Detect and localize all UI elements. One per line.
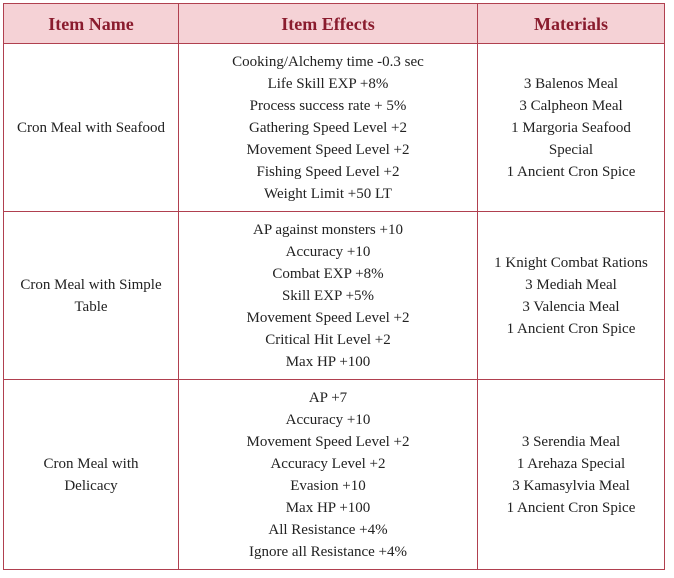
table-row [4, 44, 665, 212]
table-row [4, 212, 665, 380]
item-name-line: Cron Meal with Simple [20, 276, 162, 293]
cron-meal-table [3, 3, 665, 570]
effect-line: Skill EXP +5% [281, 287, 375, 304]
item-name-cell [4, 380, 179, 570]
material-line: Special [548, 141, 594, 158]
materials-cell [478, 212, 665, 380]
effect-line: Ignore all Resistance +4% [249, 543, 407, 560]
item-name-line: Cron Meal with Seafood [17, 119, 165, 136]
material-line: 3 Calpheon Meal [519, 97, 623, 114]
effect-line: Fishing Speed Level +2 [256, 163, 400, 180]
effect-line: Max HP +100 [285, 499, 371, 516]
effect-line: Movement Speed Level +2 [246, 141, 410, 158]
effect-line: Max HP +100 [285, 353, 371, 370]
item-name-cell [4, 212, 179, 380]
table-container [3, 3, 665, 570]
item-effects-cell [179, 44, 478, 212]
effect-line: Combat EXP +8% [272, 265, 384, 282]
effect-line: AP against monsters +10 [253, 221, 403, 238]
material-line: 3 Mediah Meal [525, 276, 617, 293]
material-line: 1 Ancient Cron Spice [506, 499, 636, 516]
material-line: 3 Serendia Meal [521, 433, 621, 450]
effect-line: Cooking/Alchemy time -0.3 sec [232, 53, 424, 70]
material-line: 1 Knight Combat Rations [494, 254, 648, 271]
effect-line: AP +7 [308, 389, 348, 406]
effect-line: Evasion +10 [290, 477, 366, 494]
table-row [4, 380, 665, 570]
item-name-line: Delicacy [64, 477, 118, 494]
effect-line: Movement Speed Level +2 [246, 309, 410, 326]
effect-line: All Resistance +4% [268, 521, 388, 538]
effect-line: Accuracy Level +2 [270, 455, 386, 472]
header-item-name: Item Name [4, 4, 179, 44]
effect-line: Gathering Speed Level +2 [249, 119, 407, 136]
item-name-line: Table [74, 298, 108, 315]
material-line: 1 Ancient Cron Spice [506, 320, 636, 337]
material-line: 1 Arehaza Special [516, 455, 626, 472]
material-line: 3 Valencia Meal [522, 298, 620, 315]
item-effects-cell [179, 212, 478, 380]
effect-line: Accuracy +10 [285, 411, 371, 428]
header-row [4, 4, 665, 44]
effect-line: Movement Speed Level +2 [246, 433, 410, 450]
effect-line: Critical Hit Level +2 [265, 331, 391, 348]
effect-line: Life Skill EXP +8% [267, 75, 389, 92]
material-line: 1 Ancient Cron Spice [506, 163, 636, 180]
material-line: 1 Margoria Seafood [511, 119, 631, 136]
header-item-effects: Item Effects [179, 4, 478, 44]
effect-line: Weight Limit +50 LT [264, 185, 392, 202]
effect-line: Accuracy +10 [285, 243, 371, 260]
materials-cell [478, 44, 665, 212]
material-line: 3 Kamasylvia Meal [512, 477, 630, 494]
item-name-line: Cron Meal with [43, 455, 139, 472]
effect-line: Process success rate + 5% [249, 97, 407, 114]
materials-cell [478, 380, 665, 570]
header-materials: Materials [478, 4, 665, 44]
material-line: 3 Balenos Meal [523, 75, 619, 92]
item-effects-cell [179, 380, 478, 570]
item-name-cell [4, 44, 179, 212]
